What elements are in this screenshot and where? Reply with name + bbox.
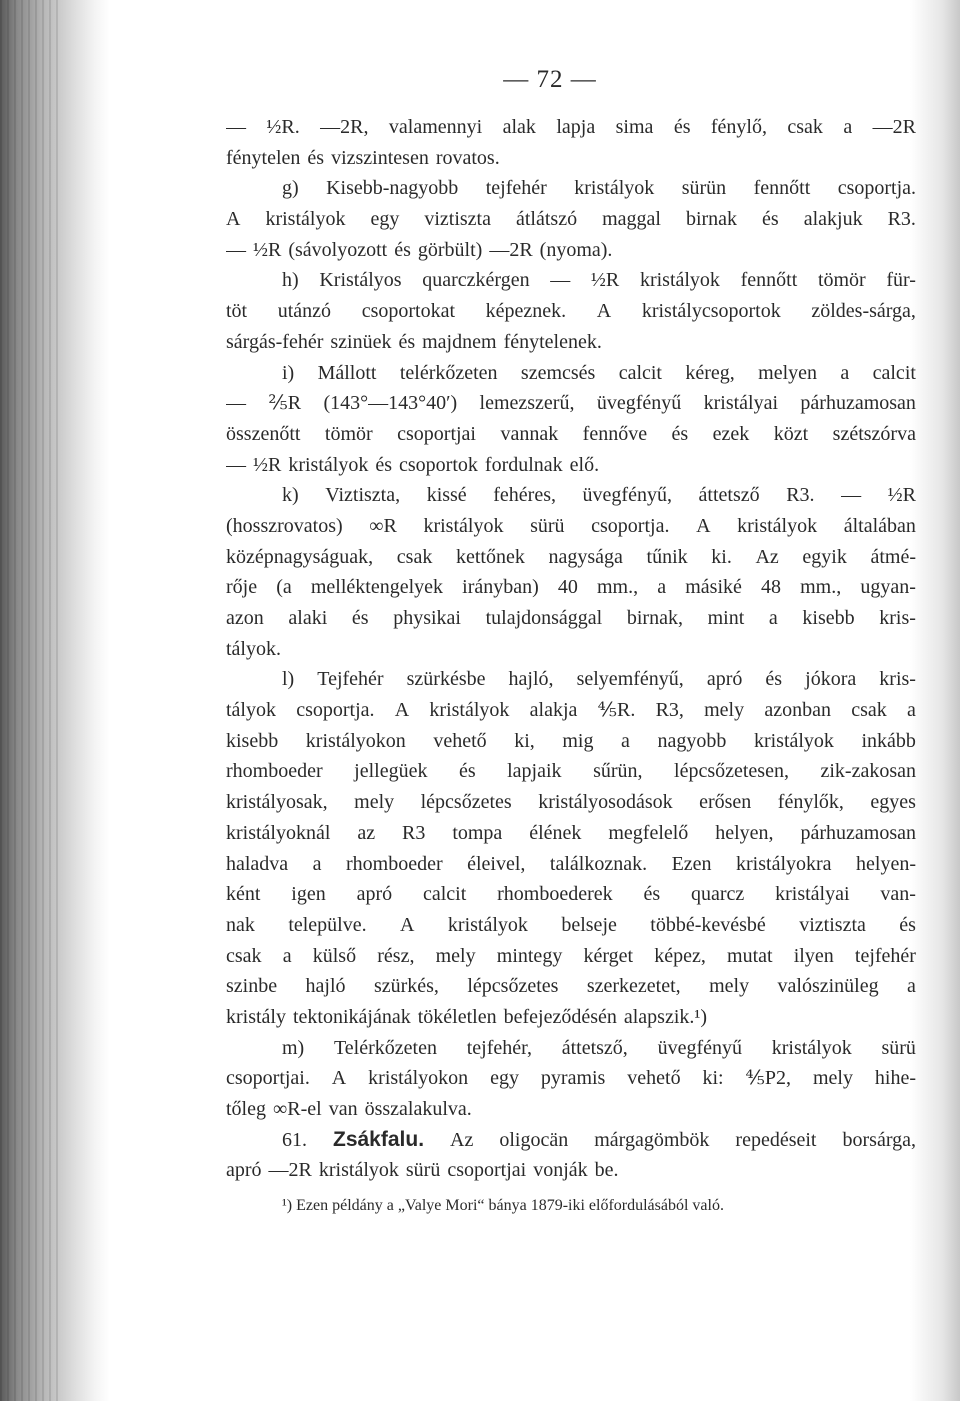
text-line: kristály tektonikájának tökéletlen befejeződésén alapszik.¹) <box>226 1005 708 1028</box>
text-line: összenőtt tömör csoportjai vannak fennőve és ezek közt szétszórva <box>226 422 916 445</box>
text-line: — ⅖R (143°—143°40′) lemezszerű, üvegfényű kristályai párhuzamosan <box>226 392 916 415</box>
text-line: fénytelen és vizszintesen rovatos. <box>226 146 500 169</box>
text-line: rhomboeder jellegüek és lapjaik sűrün, lépcsőzetesen, zik-zakosan <box>226 760 916 783</box>
page-binding-shadow <box>0 0 110 1401</box>
text-line: csak a külső rész, mely mintegy kérget képez, mutat ilyen tejfehér <box>226 944 916 967</box>
text-line: ként igen apró calcit rhomboederek és quarcz kristályai van- <box>226 883 916 906</box>
text-line: apró —2R kristályok sürü csoportjai vonják be. <box>226 1159 619 1182</box>
text-line: l) Tejfehér szürkésbe hajló, selyemfényű, apró és jókora kris- <box>282 668 916 691</box>
text-line: sárgás-fehér szinüek és majdnem fénytelenek. <box>226 330 602 353</box>
text-line: kisebb kristályokon vehető ki, mig a nagyobb kristályok inkább <box>226 729 916 752</box>
page-edge-shadow <box>910 0 960 1401</box>
text-line: tályok csoportja. A kristályok alakja ⅘R. R3, mely azonban csak a <box>226 699 916 722</box>
footnote-text: Ezen példány a „Valye Mori“ bánya 1879-iki előfordulásából való. <box>296 1197 724 1214</box>
text-line: — ½R (sávolyozott és görbült) —2R (nyoma). <box>226 238 613 261</box>
text-line: rője (a melléktengelyek irányban) 40 mm., a másiké 48 mm., ugyan- <box>226 576 916 599</box>
text-line: kristályoknál az R3 tompa élének megfelelő helyen, párhuzamosan <box>226 821 916 844</box>
text-line: csoportjai. A kristályokon egy pyramis vehető ki: ⅘P2, mely hihe- <box>226 1067 916 1090</box>
section-number: 61. <box>282 1128 307 1151</box>
text-line: tályok. <box>226 637 281 660</box>
text-line: kristályosak, mely lépcsőzetes kristályosodások erősen fénylők, egyes <box>226 791 916 814</box>
text-line: k) Viztiszta, kissé fehéres, üvegfényű, áttetsző R3. — ½R <box>282 484 916 507</box>
text-line: haladva a rhomboeder éleivel, találkoznak. Ezen kristályokra helyen- <box>226 852 916 875</box>
body-text <box>226 112 916 1186</box>
text-line: m) Telérkőzeten tejfehér, áttetsző, üvegfényű kristályok sürü <box>282 1036 916 1059</box>
text-line: azon alaki és physikai tulajdonsággal birnak, mint a kisebb kris- <box>226 607 916 629</box>
text-line: g) Kisebb-nagyobb tejfehér kristályok sürün fennőtt csoportja. <box>282 177 916 200</box>
text-line: — ½R kristályok és csoportok fordulnak elő. <box>226 453 600 476</box>
text-line: A kristályok egy viztiszta átlátszó maggal birnak és alakjuk R3. <box>226 208 916 231</box>
section-name: Zsákfalu. <box>333 1127 425 1151</box>
text-line: szinbe hajló szürkés, lépcsőzetes szerkezetet, mely valószinüleg a <box>226 975 916 998</box>
text-line: h) Kristályos quarczkérgen — ½R kristályok fennőtt tömör für- <box>282 269 916 292</box>
section-heading-line: 61. Zsákfalu. Az oligocän márgagömbök repedéseit borsárga, <box>226 1125 916 1156</box>
text-line: — ½R. —2R, valamennyi alak lapja sima és fénylő, csak a —2R <box>226 116 916 138</box>
text-line: töt utánzó csoportokat képeznek. A kristálycsoportok zöldes-sárga, <box>226 300 916 323</box>
text-line: i) Mállott telérkőzeten szemcsés calcit kéreg, melyen a calcit <box>282 361 916 384</box>
text-line: nak települve. A kristályok belseje többé-kevésbé viztiszta és <box>226 913 916 936</box>
footnote-marker: ¹) <box>282 1197 293 1214</box>
page-number: — 72 — <box>503 66 597 93</box>
text-line: tőleg ∞R-el van összalakulva. <box>226 1098 472 1120</box>
text-line: (hosszrovatos) ∞R kristályok sürü csoportja. A kristályok általában <box>226 514 916 537</box>
footnote <box>282 1196 922 1216</box>
text-line: középnagyságuak, csak kettőnek nagysága tűnik ki. Az egyik átmé- <box>226 545 916 568</box>
